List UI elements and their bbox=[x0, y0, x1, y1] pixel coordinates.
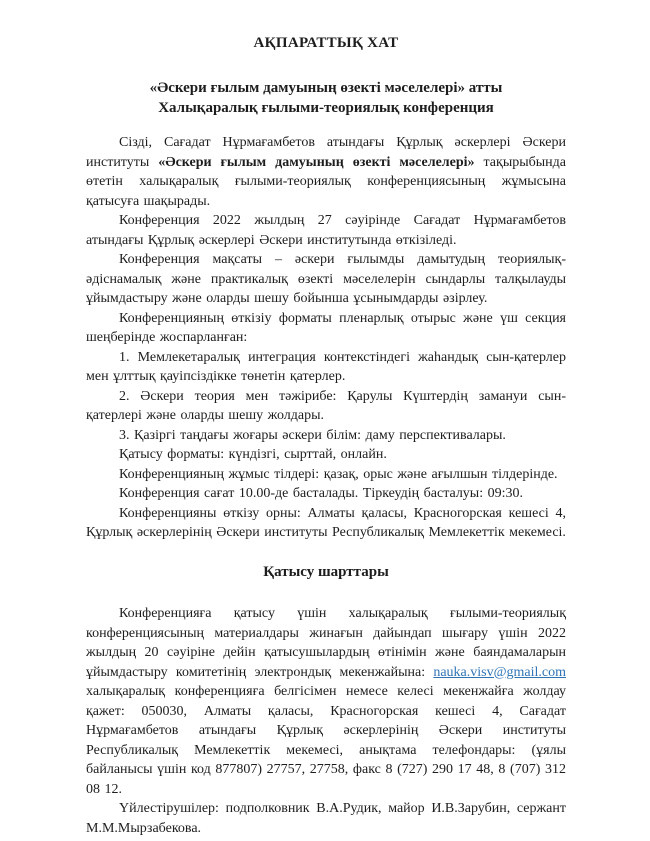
document-body-conditions bbox=[86, 604, 566, 838]
text-run: 2. Әскери теория мен тәжірибе: Қарулы Күштердің замануи сын-қатерлері және оларды шешу жолдары. bbox=[86, 388, 566, 423]
paragraph bbox=[86, 211, 566, 250]
paragraph bbox=[86, 426, 566, 446]
text-run: Қатысу форматы: күндізгі, сырттай, онлайн. bbox=[119, 447, 387, 462]
text-run: Конференцияның жұмыс тілдері: қазақ, орыс және ағылшын тілдерінде. bbox=[119, 466, 558, 482]
text-run: тақырыбында өтетін халықаралық ғылыми-теориялық конференциясының жұмысына қатысуға шақырады. bbox=[86, 154, 566, 209]
text-run: Конференция мақсаты – әскери ғылымды дамытудың теориялық-әдіснамалық және практикалық өзекті мәселелерін сындарлы талқылауды ұйымдастыру және оларды шешу бойынша ұсынымдарды әзірлеу. bbox=[86, 252, 566, 306]
subtitle-line-1: «Әскери ғылым дамуының өзекті мәселелері» атты bbox=[149, 80, 503, 96]
text-run: халықаралық конференцияға белгісімен немесе келесі мекенжайға жолдау қажет: 050030, Алматы қаласы, Красногорская кешесі 4, Сағадат Нұрмағамбетов атындағы Құрлық әскерлерінің Әскери институты Республикалық Мемлекеттік мекемесі, анықтама телефондары: (ұялы байланысы үшін код 877807) 27757, 27758, факс 8 (727) 290 17 48, 8 (707) 312 08 12. bbox=[86, 684, 566, 797]
paragraph bbox=[86, 484, 566, 504]
paragraph bbox=[86, 309, 566, 348]
text-run: Конференцияны өткізу орны: Алматы қаласы, Красногорская кешесі 4, Құрлық әскерлерінің Әскери институты Республикалық Мемлекеттік мекемесі. bbox=[86, 505, 566, 540]
bold-text-run: «Әскери ғылым дамуының өзекті мәселелері» bbox=[158, 154, 475, 170]
paragraph bbox=[86, 250, 566, 309]
text-run: Конференция сағат 10.00-де басталады. Тіркеудің басталуы: 09:30. bbox=[119, 486, 523, 501]
text-run: 1. Мемлекетаралық интеграция контекстіндегі жаһандық сын-қатерлер мен ұлттық қауіпсіздікке төнетін қатерлер. bbox=[86, 349, 566, 384]
paragraph bbox=[86, 504, 566, 543]
document-title: АҚПАРАТТЫҚ ХАТ bbox=[253, 35, 399, 51]
paragraph bbox=[86, 799, 566, 838]
text-run: Конференцияның өткізіу форматы пленарлық отырыс және үш секция шеңберінде жоспарланған: bbox=[86, 310, 566, 345]
text-run: Үйлестірушілер: подполковник В.А.Рудик, майор И.В.Зарубин, сержант М.М.Мырзабекова. bbox=[86, 801, 566, 836]
section-heading: Қатысу шарттары bbox=[263, 563, 389, 580]
email-link[interactable]: nauka.visv@gmail.com bbox=[433, 664, 566, 680]
paragraph bbox=[86, 604, 566, 799]
paragraph bbox=[86, 348, 566, 387]
paragraph bbox=[86, 387, 566, 426]
document-subtitle bbox=[86, 78, 566, 118]
text-run: Конференция 2022 жылдың 27 сәуірінде Сағадат Нұрмағамбетов атындағы Құрлық әскерлері Әскери институтында өткізіледі. bbox=[86, 213, 566, 248]
paragraph bbox=[86, 445, 566, 465]
paragraph bbox=[86, 465, 566, 485]
document-body-intro bbox=[86, 133, 566, 543]
text-run: 3. Қазіргі таңдағы жоғары әскери білім: даму перспективалары. bbox=[119, 427, 506, 443]
text-run: Конференцияға қатысу үшін халықаралық ғылыми-теориялық конференциясының материалдары жинағын дайындап шығару үшін 2022 жылдың 20 сәуіріне дейін қатысушылардың өтінімін және баяндамаларын ұйымдастыру комитетінің электрондық мекенжайына: bbox=[86, 606, 566, 680]
paragraph bbox=[86, 133, 566, 211]
subtitle-line-2: Халықаралық ғылыми-теориялық конференция bbox=[158, 100, 494, 116]
text-run: Сізді, Сағадат Нұрмағамбетов атындағы Құрлық әскерлері Әскери институты bbox=[86, 135, 566, 170]
